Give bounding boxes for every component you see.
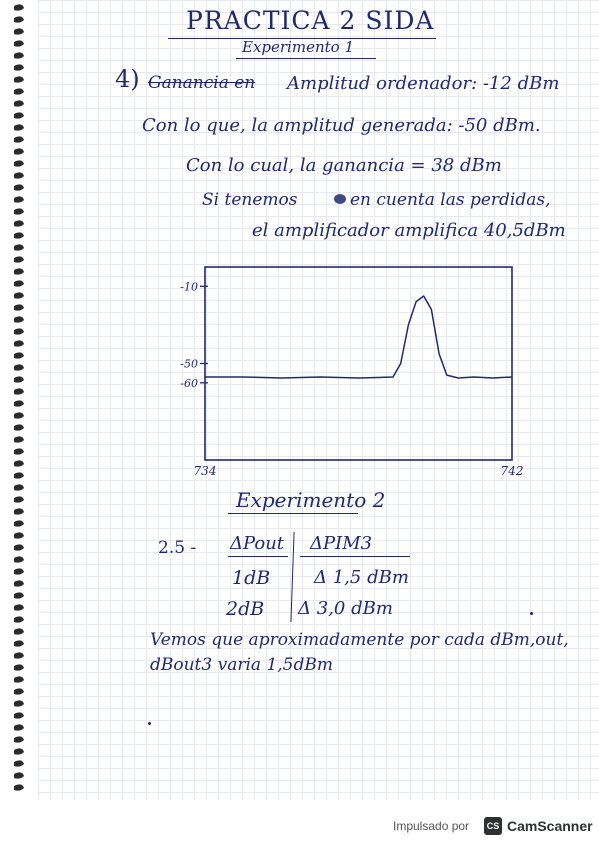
strikethrough-text: Ganancia en bbox=[148, 73, 256, 93]
spiral-ring bbox=[14, 760, 24, 766]
conclusion-line-1: Vemos que aproximadamente por cada dBm,out, bbox=[150, 630, 569, 650]
spiral-ring bbox=[14, 148, 24, 154]
spiral-ring bbox=[14, 124, 24, 130]
spiral-ring bbox=[14, 16, 24, 22]
chart-frame bbox=[205, 267, 512, 460]
subtitle-underline bbox=[236, 58, 376, 59]
spiral-ring bbox=[14, 364, 24, 370]
ink-smudge bbox=[334, 194, 346, 204]
spiral-ring bbox=[14, 88, 24, 94]
spiral-ring bbox=[14, 256, 24, 262]
spiral-ring bbox=[14, 736, 24, 742]
spiral-ring bbox=[14, 4, 24, 10]
y-tick-label: -50 bbox=[180, 357, 198, 371]
experiment2-heading: Experimento 2 bbox=[236, 488, 386, 512]
spiral-ring bbox=[14, 196, 24, 202]
spiral-ring bbox=[14, 460, 24, 466]
spiral-ring bbox=[14, 772, 24, 778]
spiral-ring bbox=[14, 220, 24, 226]
table-cell: 2dB bbox=[226, 598, 265, 620]
ink-speck bbox=[530, 612, 533, 615]
spiral-ring bbox=[14, 112, 24, 118]
spiral-ring bbox=[14, 328, 24, 334]
line-perdidas-start: Si tenemos bbox=[202, 190, 298, 210]
conclusion-line-2: dBout3 varia 1,5dBm bbox=[150, 655, 333, 675]
spiral-ring bbox=[14, 172, 24, 178]
spiral-ring bbox=[14, 184, 24, 190]
y-tick-label: -10 bbox=[180, 280, 198, 294]
spiral-ring bbox=[14, 520, 24, 526]
spiral-ring bbox=[14, 208, 24, 214]
line-amplifica: el amplificador amplifica 40,5dBm bbox=[252, 220, 566, 241]
spiral-ring bbox=[14, 40, 24, 46]
spiral-ring bbox=[14, 664, 24, 670]
spiral-ring bbox=[14, 712, 24, 718]
line-amplitude-ordenador: Amplitud ordenador: -12 dBm bbox=[287, 73, 560, 94]
section-number: 2.5 - bbox=[158, 538, 197, 558]
spiral-ring bbox=[14, 244, 24, 250]
spiral-ring bbox=[14, 376, 24, 382]
table-cell: 1dB bbox=[232, 567, 271, 589]
item-number: 4) bbox=[115, 65, 140, 93]
spectrum-chart bbox=[160, 255, 530, 495]
spiral-ring bbox=[14, 472, 24, 478]
spiral-ring bbox=[14, 580, 24, 586]
line-amplitude-generada: Con lo que, la amplitud generada: -50 dBm. bbox=[142, 115, 541, 136]
spiral-ring bbox=[14, 676, 24, 682]
spiral-ring bbox=[14, 532, 24, 538]
table-header-pout-underline bbox=[228, 556, 288, 557]
spiral-ring bbox=[14, 724, 24, 730]
spiral-ring bbox=[14, 628, 24, 634]
spiral-ring bbox=[14, 604, 24, 610]
spiral-ring bbox=[14, 64, 24, 70]
camscanner-badge bbox=[484, 813, 594, 839]
spiral-ring bbox=[14, 484, 24, 490]
spiral-ring bbox=[14, 388, 24, 394]
spiral-ring bbox=[14, 340, 24, 346]
spiral-ring bbox=[14, 508, 24, 514]
spiral-ring bbox=[14, 412, 24, 418]
spiral-ring bbox=[14, 436, 24, 442]
ink-speck bbox=[148, 722, 151, 725]
camscanner-logo-icon: CS bbox=[484, 817, 502, 835]
spiral-ring bbox=[14, 136, 24, 142]
spiral-ring bbox=[14, 352, 24, 358]
subtitle: Experimento 1 bbox=[242, 38, 354, 56]
x-tick-label: 734 bbox=[193, 464, 217, 478]
page-title: PRACTICA 2 SIDA bbox=[186, 6, 435, 35]
y-tick-label: -60 bbox=[180, 376, 198, 390]
spiral-ring bbox=[14, 592, 24, 598]
line-perdidas-end: en cuenta las perdidas, bbox=[350, 190, 551, 210]
spiral-ring bbox=[14, 280, 24, 286]
spiral-ring bbox=[14, 268, 24, 274]
spiral-ring bbox=[14, 316, 24, 322]
spiral-ring bbox=[14, 688, 24, 694]
table-header-pout: ΔPout bbox=[230, 533, 285, 554]
spiral-ring bbox=[14, 784, 24, 790]
table-header-pim3: ΔPIM3 bbox=[310, 533, 373, 554]
spiral-ring bbox=[14, 292, 24, 298]
spiral-ring bbox=[14, 424, 24, 430]
spiral-ring bbox=[14, 304, 24, 310]
notebook-spiral-binding bbox=[0, 0, 38, 800]
table-cell: Δ 1,5 dBm bbox=[314, 567, 409, 588]
spiral-ring bbox=[14, 400, 24, 406]
experiment2-underline bbox=[228, 513, 358, 514]
spiral-ring bbox=[14, 544, 24, 550]
table-cell: Δ 3,0 dBm bbox=[298, 598, 393, 619]
spiral-ring bbox=[14, 52, 24, 58]
spiral-ring bbox=[14, 748, 24, 754]
spiral-ring bbox=[14, 28, 24, 34]
spiral-ring bbox=[14, 160, 24, 166]
spiral-ring bbox=[14, 232, 24, 238]
spiral-ring bbox=[14, 556, 24, 562]
footer-label: Impulsado por bbox=[393, 819, 470, 833]
spiral-ring bbox=[14, 616, 24, 622]
spiral-ring bbox=[14, 496, 24, 502]
spiral-ring bbox=[14, 448, 24, 454]
table-header-pim3-underline bbox=[300, 556, 410, 557]
spiral-ring bbox=[14, 700, 24, 706]
spiral-ring bbox=[14, 100, 24, 106]
camscanner-brand: CamScanner bbox=[507, 818, 593, 834]
line-ganancia: Con lo cual, la ganancia = 38 dBm bbox=[186, 155, 502, 176]
spiral-ring bbox=[14, 76, 24, 82]
x-tick-label: 742 bbox=[500, 464, 524, 478]
spiral-ring bbox=[14, 640, 24, 646]
spiral-ring bbox=[14, 568, 24, 574]
spectrum-line bbox=[205, 296, 512, 378]
spiral-ring bbox=[14, 652, 24, 658]
